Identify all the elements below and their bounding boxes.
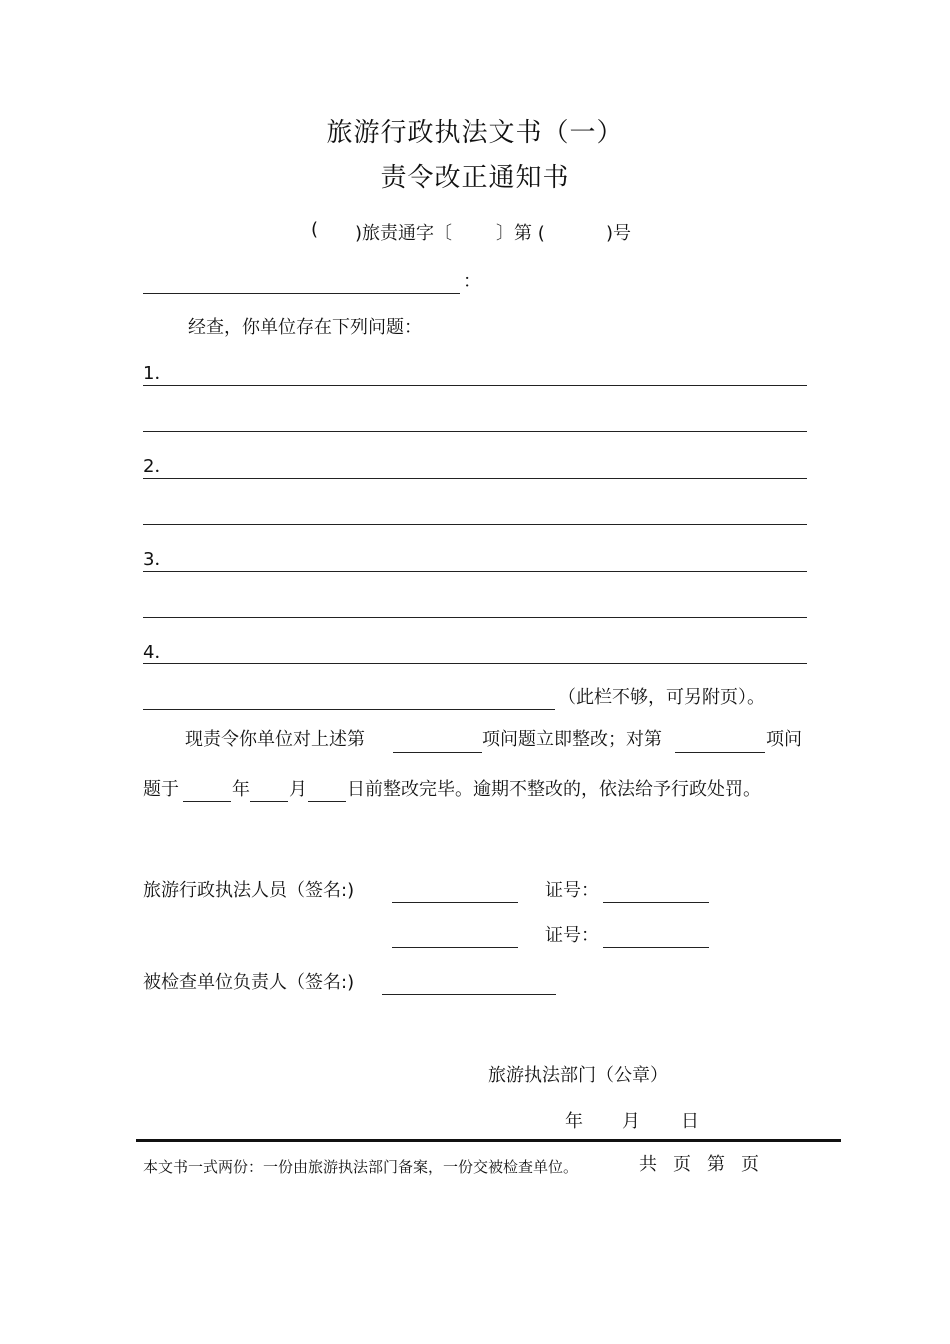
- deadline-items-blank: [675, 752, 765, 753]
- doc-no-middle: 〕第 (: [496, 223, 545, 244]
- deadline-month-blank: [250, 801, 288, 802]
- intro-text: 经查，你单位存在下列问题：: [188, 317, 422, 338]
- cert-label-2: 证号：: [545, 925, 599, 946]
- order-text-5: 日前整改完毕。逾期不整改的，依法给予行政处罚。: [347, 779, 761, 800]
- item-number-2: 2．: [143, 456, 173, 477]
- item-1-line-1: [143, 385, 807, 386]
- inspected-signature-label: 被检查单位负责人（签名:): [143, 972, 355, 993]
- item-1-line-2: [143, 431, 807, 432]
- item-4-line-1: [143, 663, 807, 664]
- extra-line: [143, 709, 555, 710]
- footer-note: 本文书一式两份：一份由旅游执法部门备案，一份交被检查单位。: [143, 1158, 579, 1176]
- attach-note: （此栏不够，可另附页）。: [558, 687, 765, 708]
- document-title: 旅游行政执法文书（一）: [326, 118, 624, 148]
- order-text-3: 项问: [766, 729, 802, 750]
- doc-no-suffix: )号: [606, 223, 632, 244]
- item-number-3: 3．: [143, 549, 173, 570]
- seal-day: 日: [681, 1111, 699, 1132]
- order-text-4: 题于: [143, 779, 179, 800]
- document-subtitle: 责令改正通知书: [380, 163, 570, 193]
- officer-signature-blank-2: [392, 947, 518, 948]
- item-2-line-1: [143, 478, 807, 479]
- officer-signature-label: 旅游行政执法人员（签名:): [143, 880, 355, 901]
- item-number-1: 1．: [143, 363, 173, 384]
- immediate-items-blank: [393, 752, 482, 753]
- seal-year: 年: [565, 1111, 583, 1132]
- inspected-signature-blank: [382, 994, 556, 995]
- order-text-2: 项问题立即整改；对第: [482, 729, 662, 750]
- footer-nth: 第: [707, 1154, 725, 1175]
- deadline-day-blank: [308, 801, 346, 802]
- officer-signature-blank-1: [392, 902, 518, 903]
- department-seal-label: 旅游执法部门（公章）: [488, 1065, 668, 1086]
- footer-pages-1: 页: [673, 1154, 691, 1175]
- footer-rule: [136, 1139, 841, 1142]
- order-year: 年: [232, 779, 250, 800]
- item-3-line-1: [143, 571, 807, 572]
- order-month: 月: [289, 779, 307, 800]
- footer-total: 共: [639, 1154, 657, 1175]
- recipient-colon: ：: [463, 271, 481, 292]
- doc-no-prefix: )旅责通字〔: [355, 223, 453, 244]
- item-3-line-2: [143, 617, 807, 618]
- seal-month: 月: [622, 1111, 640, 1132]
- item-number-4: 4．: [143, 642, 173, 663]
- deadline-year-blank: [183, 801, 231, 802]
- footer-pages-2: 页: [741, 1154, 759, 1175]
- order-text-1: 现责令你单位对上述第: [185, 729, 365, 750]
- cert-number-blank-1: [603, 902, 709, 903]
- cert-label-1: 证号：: [545, 880, 599, 901]
- item-2-line-2: [143, 524, 807, 525]
- doc-no-open-paren: (: [311, 219, 319, 240]
- cert-number-blank-2: [603, 947, 709, 948]
- recipient-blank: [143, 293, 460, 294]
